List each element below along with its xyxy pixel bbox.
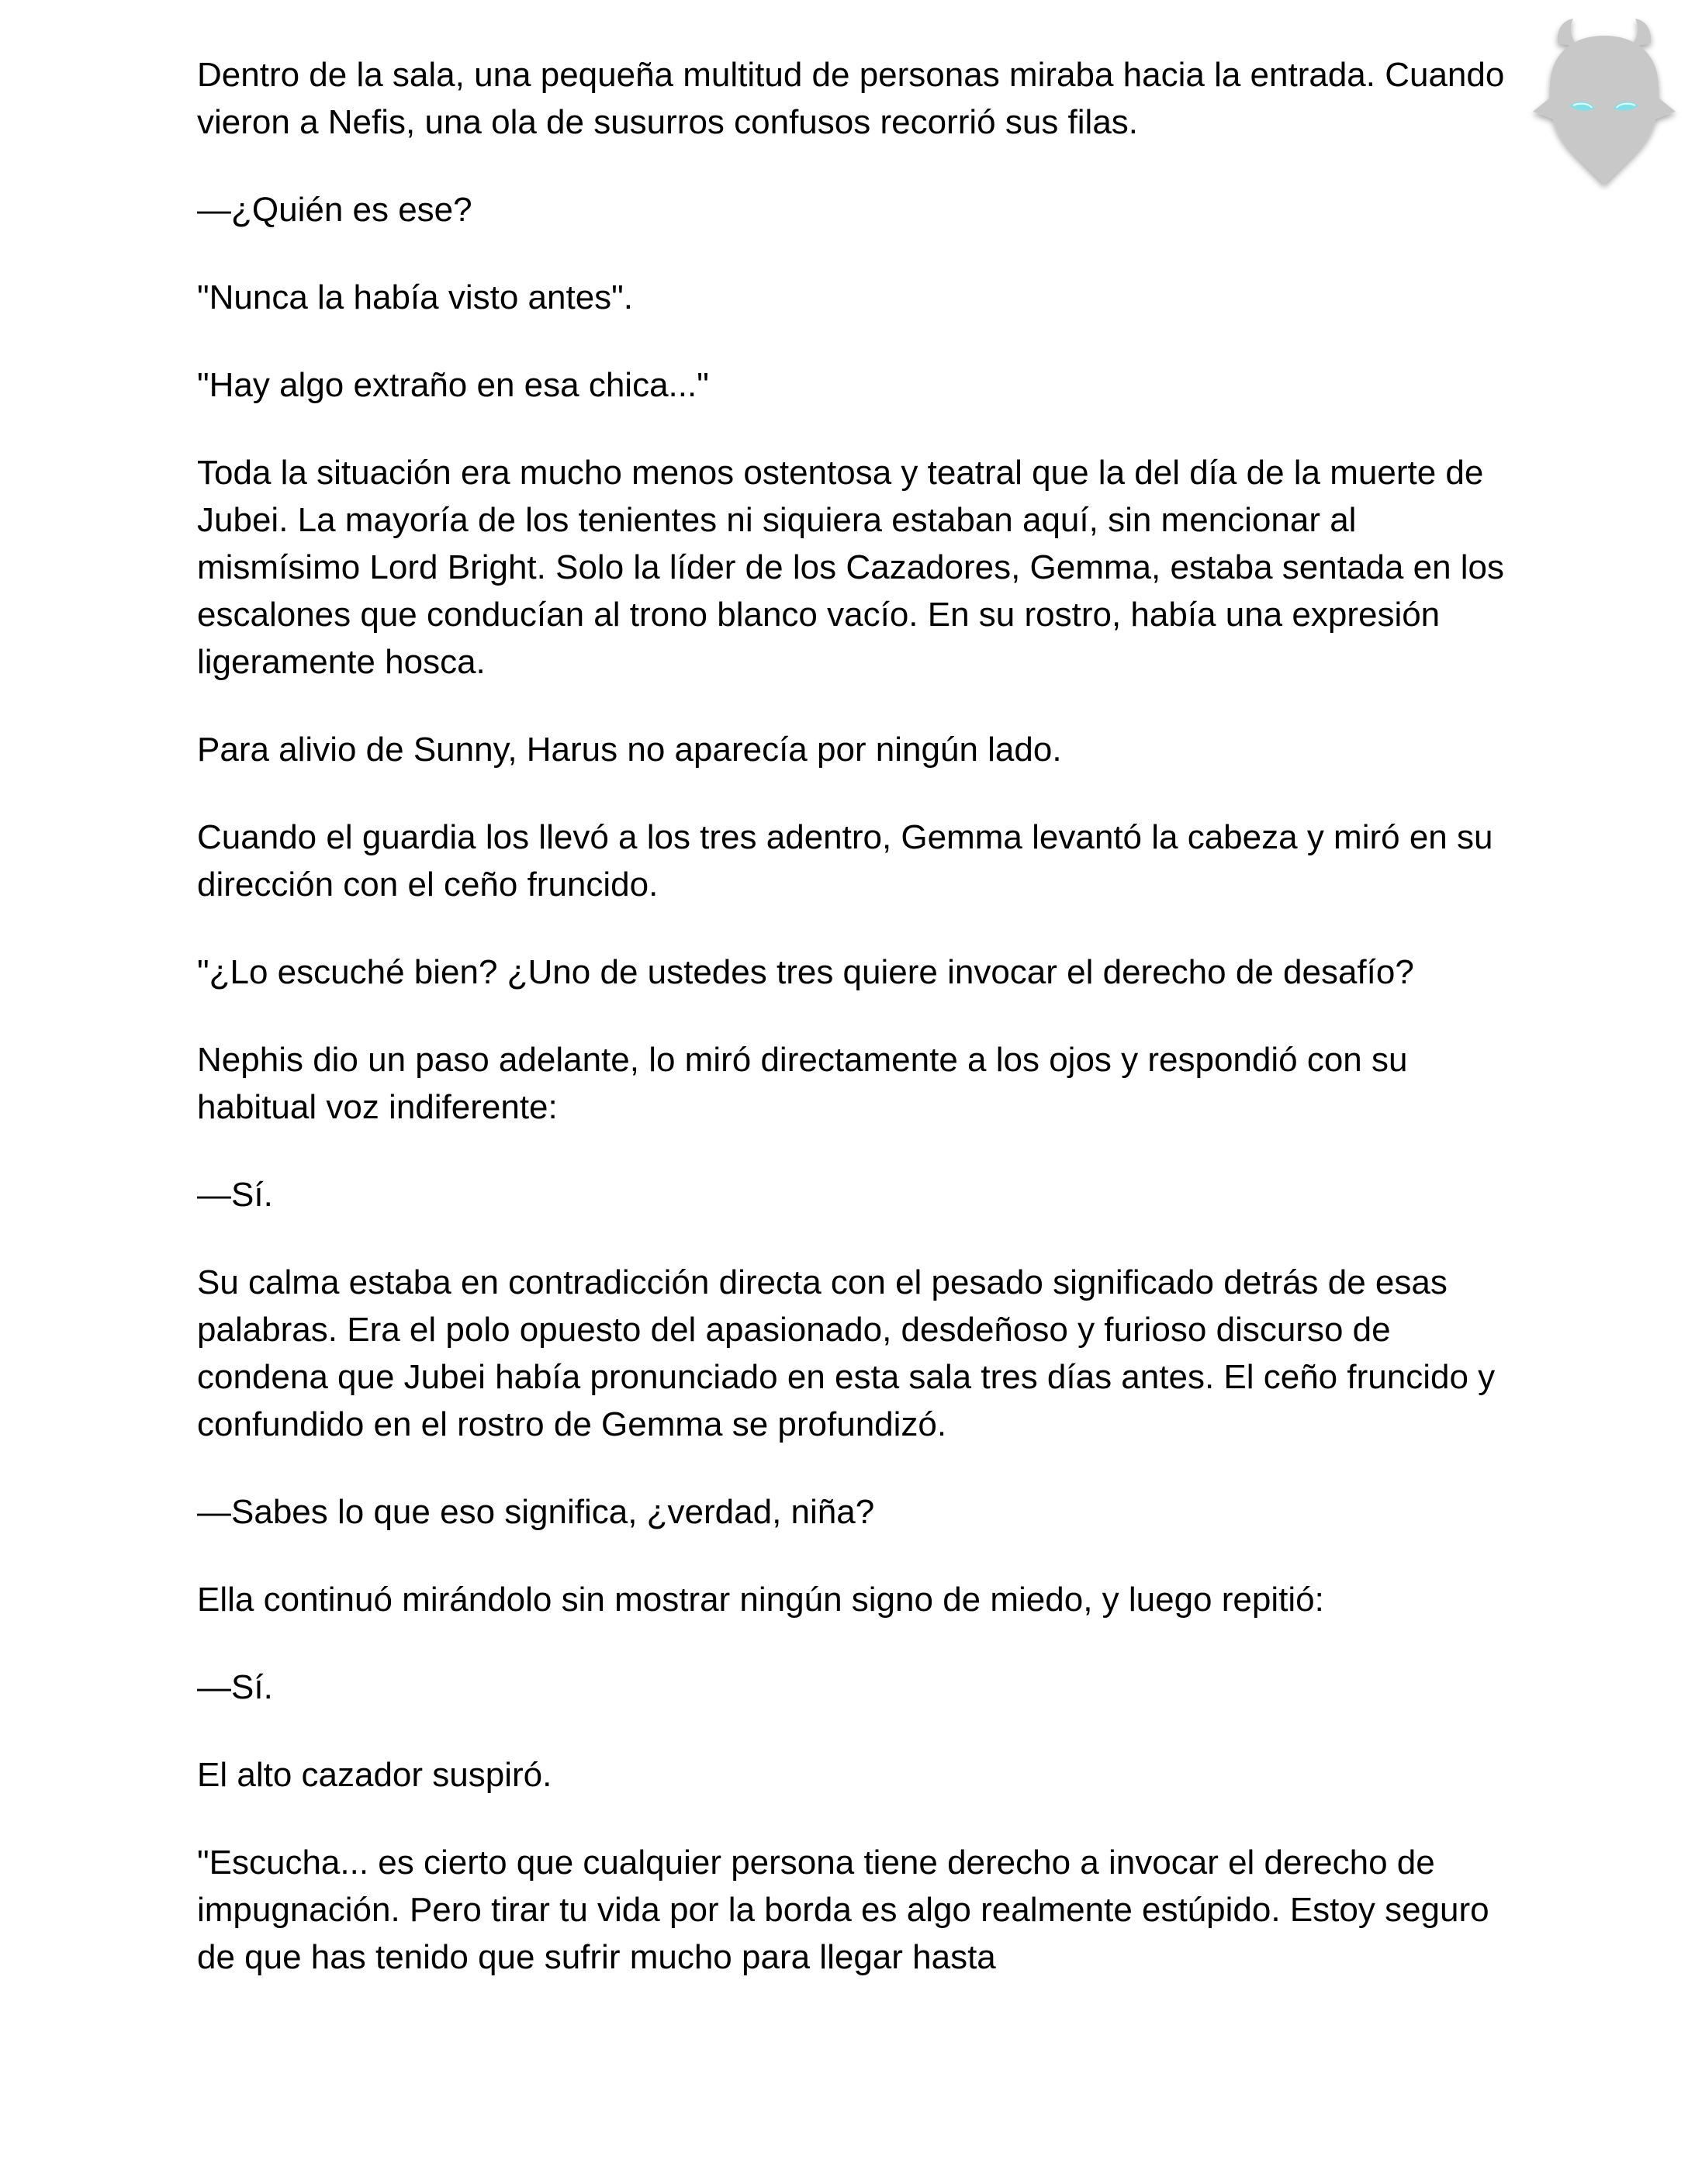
- paragraph-9: Nephis dio un paso adelante, lo miró directamente a los ojos y respondió con su habitual voz indiferente:: [197, 1041, 1408, 1126]
- paragraph-16: "Escucha... es cierto que cualquier persona tiene derecho a invocar el derecho de impugnación. Pero tirar tu vida por la borda es algo realmente estúpido. Estoy seguro de que has tenido que sufrir mucho para llegar hasta: [197, 1844, 1489, 1976]
- document-body: [197, 51, 1516, 2021]
- paragraph-8: "¿Lo escuché bien? ¿Uno de ustedes tres quiere invocar el derecho de desafío?: [197, 953, 1414, 991]
- paragraph-7: Cuando el guardia los llevó a los tres adentro, Gemma levantó la cabeza y miró en su dirección con el ceño fruncido.: [197, 818, 1493, 904]
- paragraph-3: "Nunca la había visto antes".: [197, 278, 634, 316]
- paragraph-4: "Hay algo extraño en esa chica...": [197, 366, 709, 404]
- paragraph-15: El alto cazador suspiró.: [197, 1756, 552, 1794]
- paragraph-10: —Sí.: [197, 1176, 273, 1214]
- paragraph-1: Dentro de la sala, una pequeña multitud de personas miraba hacia la entrada. Cuando vieron a Nefis, una ola de susurros confusos recorrió sus filas.: [197, 56, 1505, 141]
- paragraph-14: —Sí.: [197, 1668, 273, 1706]
- demon-head-icon: [1527, 12, 1682, 191]
- paragraph-11: Su calma estaba en contradicción directa con el pesado significado detrás de esas palabras. Era el polo opuesto del apasionado, desdeñoso y furioso discurso de condena que Jubei había pronunciado en esta sala tres días antes. El ceño fruncido y confundido en el rostro de Gemma se profundizó.: [197, 1263, 1496, 1443]
- paragraph-6: Para alivio de Sunny, Harus no aparecía por ningún lado.: [197, 731, 1062, 769]
- paragraph-13: Ella continuó mirándolo sin mostrar ningún signo de miedo, y luego repitió:: [197, 1581, 1324, 1619]
- paragraph-5: Toda la situación era mucho menos ostentosa y teatral que la del día de la muerte de Jubei. La mayoría de los tenientes ni siquiera estaban aquí, sin mencionar al mismísimo Lord Bright. Solo la líder de los Cazadores, Gemma, estaba sentada en los escalones que conducían al trono blanco vacío. En su rostro, había una expresión ligeramente hosca.: [197, 454, 1505, 681]
- paragraph-12: —Sabes lo que eso significa, ¿verdad, niña?: [197, 1493, 875, 1531]
- paragraph-2: —¿Quién es ese?: [197, 191, 472, 229]
